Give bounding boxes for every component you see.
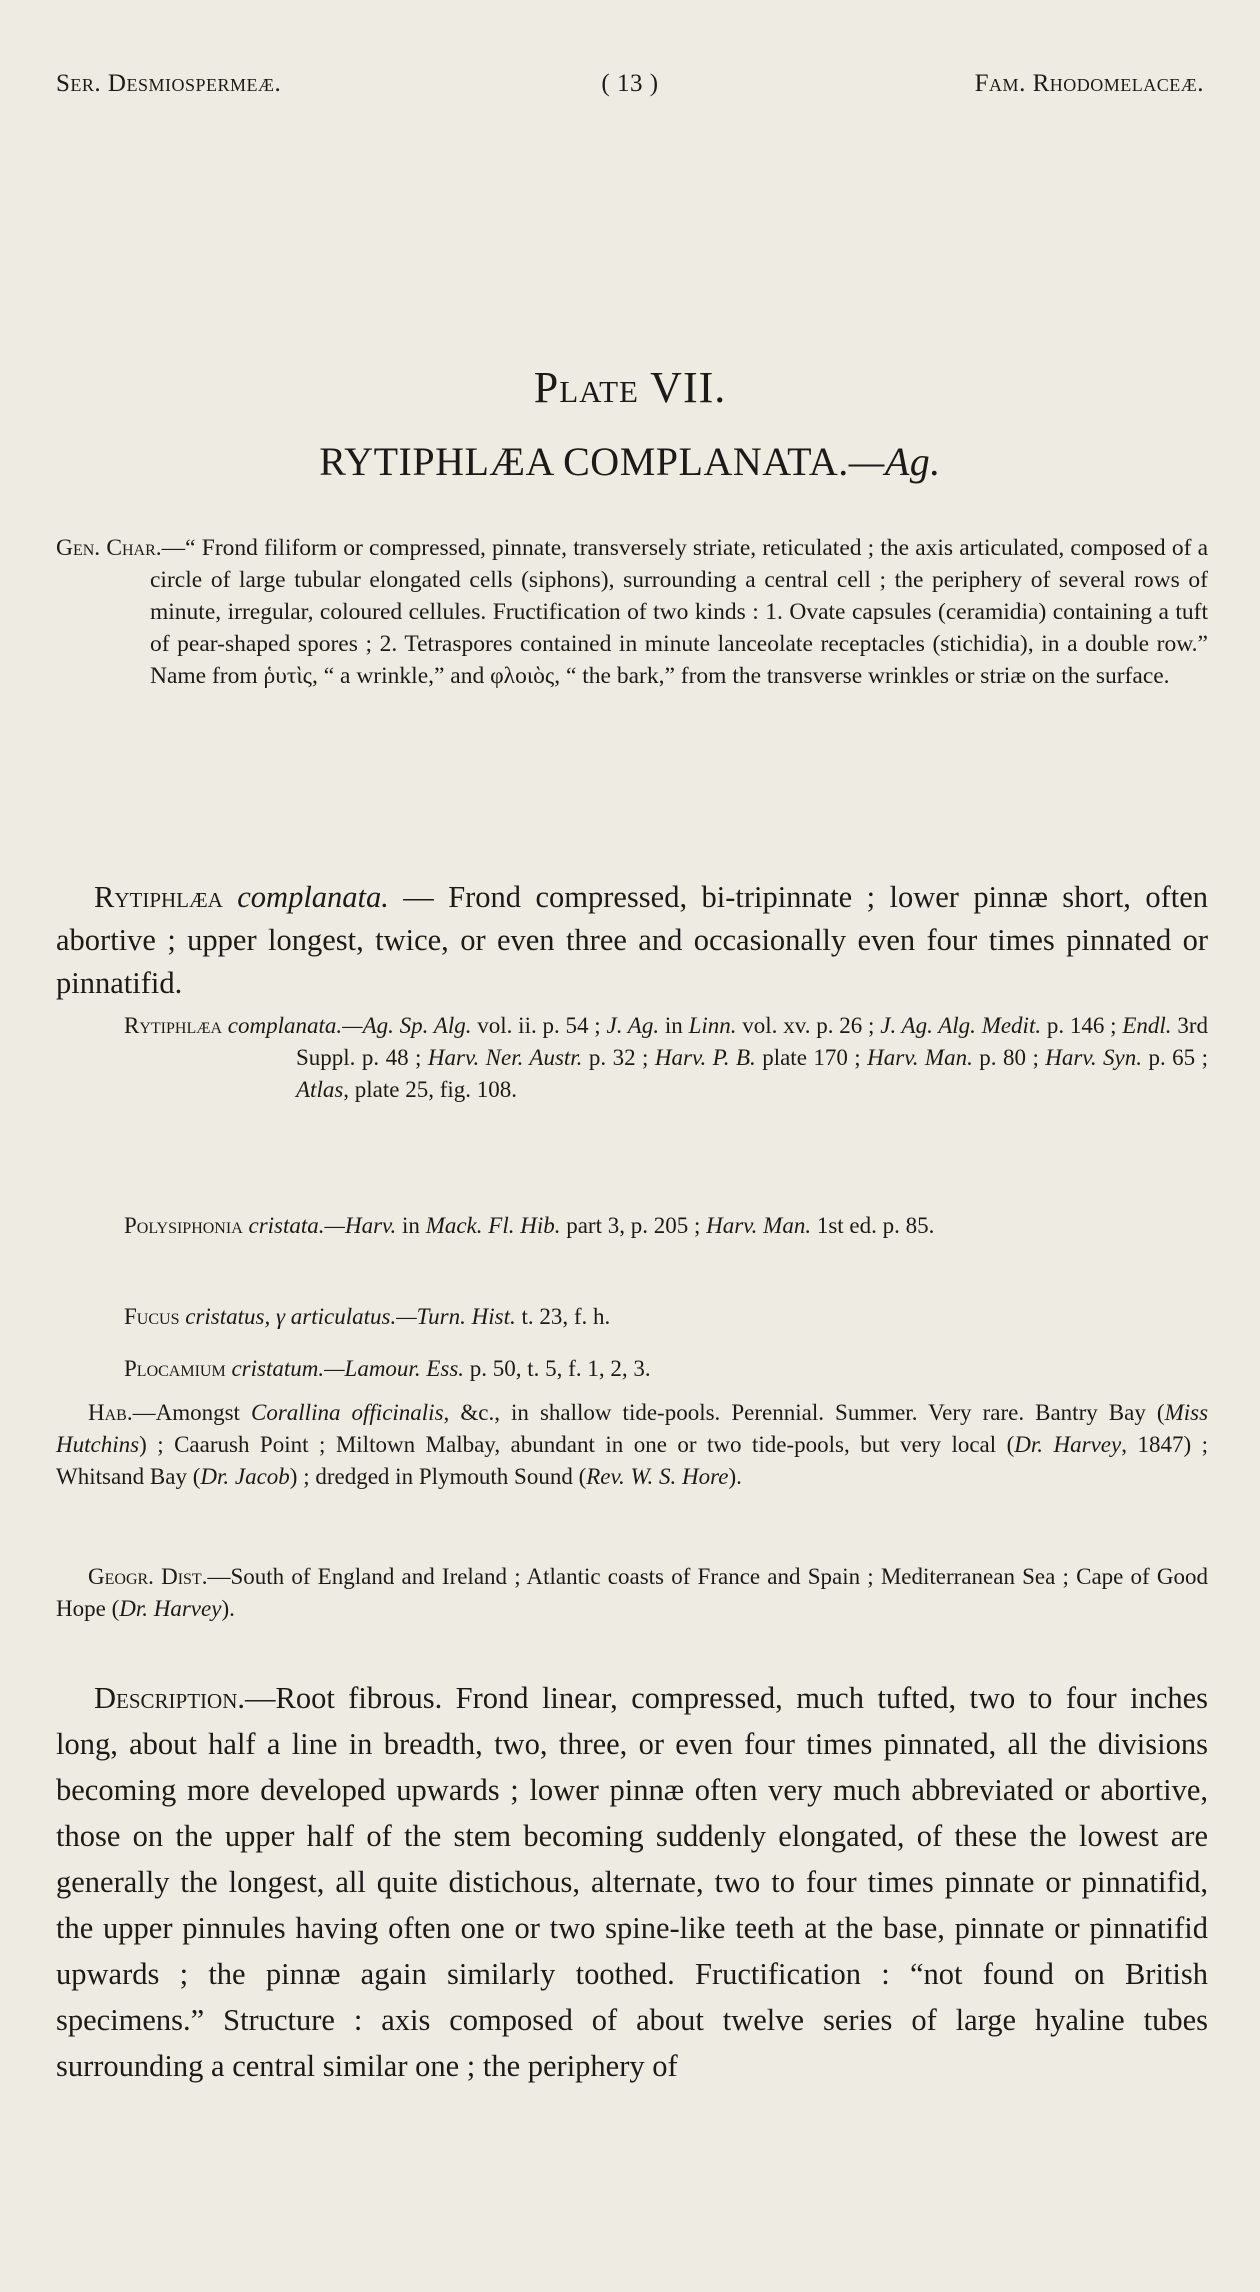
habitat-label: Hab.	[88, 1400, 133, 1425]
species-name: RYTIPHLÆA COMPLANATA.	[319, 439, 849, 484]
habitat	[56, 1397, 1208, 1493]
geogr-label: Geogr. Dist.	[88, 1564, 208, 1589]
gen-char-label: Gen. Char.	[56, 535, 162, 561]
species-authority: —Ag.	[848, 439, 941, 484]
short-desc-genus: Rytiphlæa	[94, 880, 223, 914]
short-desc-text: — Frond compressed, bi-tripinnate ; lower pinnæ short, often abortive ; upper longest, twice, or even three and occasionally even four times pinnated or pinnatifid.	[56, 880, 1209, 1000]
geographical-distribution	[56, 1561, 1208, 1625]
habitat-text: —Amongst Corallina officinalis, &c., in shallow tide-pools. Perennial. Summer. Very rare. Bantry Bay (Miss Hutchins) ; Caarush Point ; Miltown Malbay, abundant in one or two tide-pools, but very local (Dr. Harvey, 1847) ; Whitsand Bay (Dr. Jacob) ; dredged in Plymouth Sound (Rev. W. S. Hore).	[56, 1400, 1209, 1489]
synonym-entry	[56, 1010, 1208, 1106]
synonym-genus: Polysiphonia	[124, 1213, 243, 1238]
synonym-citation: complanata.—Ag. Sp. Alg. vol. ii. p. 54 ; J. Ag. in Linn. vol. xv. p. 26 ; J. Ag. Alg. Medit. p. 146 ; Endl. 3rd Suppl. p. 48 ; Harv. Ner. Austr. p. 32 ; Harv. P. B. plate 170 ; Harv. Man. p. 80 ; Harv. Syn. p. 65 ; Atlas, plate 25, fig. 108.	[227, 1013, 1209, 1102]
synonym-genus: Plocamium	[124, 1356, 226, 1381]
description-label: Description.	[94, 1681, 245, 1715]
synonym-entry	[56, 1210, 1208, 1242]
gen-char-text: —“ Frond filiform or compressed, pinnate, transversely striate, reticulated ; the axis articulated, composed of a circle of large tubular elongated cells (siphons), surrounding a central cell ; the periphery of several rows of minute, irregular, coloured cellules. Fructification of two kinds : 1. Ovate capsules (ceramidia) containing a tuft of pear-shaped spores ; 2. Tetraspores contained in minute lanceolate receptacles (stichidia), in a double row.” Name from ῥυτὶς, “ a wrinkle,” and φλοιὸς, “ the bark,” from the transverse wrinkles or striæ on the surface.	[150, 535, 1208, 689]
geogr-text: —South of England and Ireland ; Atlantic coasts of France and Spain ; Mediterranean Sea ; Cape of Good Hope (Dr. Harvey).	[56, 1564, 1208, 1621]
synonym-citation: cristatum.—Lamour. Ess. p. 50, t. 5, f. 1, 2, 3.	[231, 1356, 651, 1381]
running-head	[56, 70, 1204, 110]
short-description	[56, 876, 1208, 1005]
generic-character	[56, 532, 1208, 692]
running-head-series: Ser. Desmiospermeæ.	[56, 70, 282, 97]
synonym-citation: cristatus, γ articulatus.—Turn. Hist. t. 23, f. h.	[185, 1304, 611, 1329]
synonym-genus: Fucus	[124, 1304, 180, 1329]
plate-title: Plate VII.	[533, 363, 727, 412]
description	[56, 1675, 1208, 2089]
species-title	[0, 438, 1260, 485]
running-head-family: Fam. Rhodomelaceæ.	[974, 70, 1204, 97]
page-number: ( 13 )	[601, 70, 659, 97]
short-desc-species: complanata.	[237, 880, 389, 914]
synonym-genus: Rytiphlæa	[124, 1013, 223, 1038]
description-text: —Root fibrous. Frond linear, compressed, much tufted, two to four inches long, about half a line in breadth, two, three, or even four times pinnated, all the divisions becoming more developed upwards ; lower pinnæ often very much abbreviated or abortive, those on the upper half of the stem becoming suddenly elongated, of these the lowest are generally the longest, all quite distichous, alternate, two to four times pinnate or pinnatifid, the upper pinnules having often one or two spine-like teeth at the base, pinnate or pinnatifid upwards ; the pinnæ again similarly toothed. Fructification : “not found on British specimens.” Structure : axis composed of about twelve series of large hyaline tubes surrounding a central similar one ; the periphery of	[56, 1681, 1208, 2083]
synonym-entry	[56, 1301, 1208, 1333]
synonym-citation: cristata.—Harv. in Mack. Fl. Hib. part 3, p. 205 ; Harv. Man. 1st ed. p. 85.	[248, 1213, 935, 1238]
synonym-entry	[56, 1353, 1208, 1385]
